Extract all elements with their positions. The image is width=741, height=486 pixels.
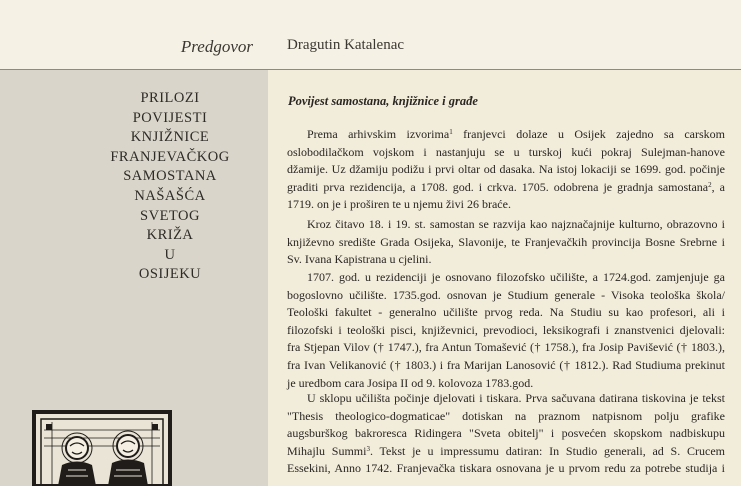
woodcut-engraving-icon — [32, 410, 172, 486]
side-title-line: KRIŽA — [146, 227, 194, 244]
text-line: Teološki fakultet - generalno učilište prvog reda. Na Studiu su kao profesori, ali i — [287, 305, 725, 320]
text-line: bogoslovno učilište. 1735.god. osnovan je Studium generale - Visoka teološka škola/ — [287, 287, 725, 302]
paragraph-3 — [287, 269, 725, 392]
text-line: fra Stjepan Vilov († 1747.), fra Antun Tomašević († 1758.), fra Josip Pavišević († 1803.), — [287, 340, 725, 355]
text-line: U sklopu učilišta počinje djelovati i tiskara. Prva sačuvana datirana tiskovina je tekst — [307, 391, 725, 405]
footnote-ref: 2 — [708, 180, 712, 189]
text-line: augsburškog bakroresca Ridingera "Sveta obitelj" i posvećen skopskom nadbiskupu — [287, 426, 725, 441]
text-line: 1707. god. u rezidenciji je osnovano filozofsko učilište, a 1724.god. zamjenjuje ga — [307, 270, 725, 284]
woodcut-image — [32, 410, 172, 486]
paragraph-2 — [287, 216, 725, 269]
section-title: Predgovor — [180, 37, 253, 56]
text-line: fra Ivan Velikanović († 1803.) i fra Marijan Lanosović († 1812.). Rad Studiuma prekinut — [287, 357, 725, 372]
paragraph-4 — [287, 390, 725, 478]
text-line: džamije. Uz džamiju podižu i prvi oltar od dasaka. Na istoj lokaciji se 1699. god. počinje — [287, 162, 725, 177]
text-line: Kroz čitavo 18. i 19. st. samostan se razvija kao najznačajnije kulturno, obrazovno i — [307, 217, 725, 231]
author-name: Dragutin Katalenac — [287, 37, 405, 53]
text-line: Sv. Ivana Kapistrana u cjelini. — [287, 252, 432, 267]
side-title-line: PRILOZI — [140, 90, 200, 106]
text-line: književno središte Grada Osijeka, Slavonije, te Franjevačkih provincija Bosne Srebrne i — [287, 234, 725, 249]
side-title-line: KNJIŽNICE — [130, 129, 210, 146]
side-title — [90, 89, 250, 285]
text-line: filozofski i teološki pisci, književnici, prevodioci, leksikografi i znanstvenici djelovali: — [287, 322, 725, 337]
footnote-ref: 1 — [449, 128, 453, 136]
article-title: Povijest samostana, knjižnice i građe — [288, 94, 478, 108]
paragraph-1 — [287, 126, 725, 214]
text-line: 1719. on je i proširen te u njemu živi 26 braće. — [287, 197, 511, 212]
footnote-ref: 3 — [366, 444, 370, 453]
text-line: "Thesis theologico-dogmaticae" dotiskan na praznom natpisnom polju grafike — [287, 408, 725, 423]
text-line: graditi prva rezidencija, a 1708. god. i crkva. 1705. odobrena je gradnja samostana$^2$, a — [287, 179, 725, 194]
side-title-line: SVETOG — [140, 207, 200, 224]
header-band — [0, 0, 741, 70]
side-title-line: POVIJESTI — [132, 109, 208, 126]
side-title-line: FRANJEVAČKOG — [110, 148, 230, 165]
text-line: je uredbom cara Josipa II od 9. kolovoza 1783.god. — [287, 375, 534, 390]
side-title-line: OSIJEKU — [138, 266, 202, 283]
text-line: Prema arhivskim izvorima$^1$ franjevci dolaze u Osijek zajedno sa carskom — [307, 127, 725, 141]
text-line: oslobodilačkom vojskom i nastanjuju se u turskoj kući pokraj Sulejman-hanove — [287, 144, 725, 159]
side-title-line: U — [164, 246, 176, 263]
text-line: Mihajlu Summi$^3$. Tekst je u impressumu datiran: In Studio generali, ad S. Crucem — [287, 443, 725, 458]
text-line: Essekini, Anno 1742. Franjevačka tiskara osnovana je u prvom redu za potrebe studija i — [287, 461, 725, 476]
header-rule — [0, 69, 741, 70]
side-title-line: SAMOSTANA — [123, 168, 217, 185]
side-title-line: NAŠAŠĆA — [134, 187, 206, 204]
